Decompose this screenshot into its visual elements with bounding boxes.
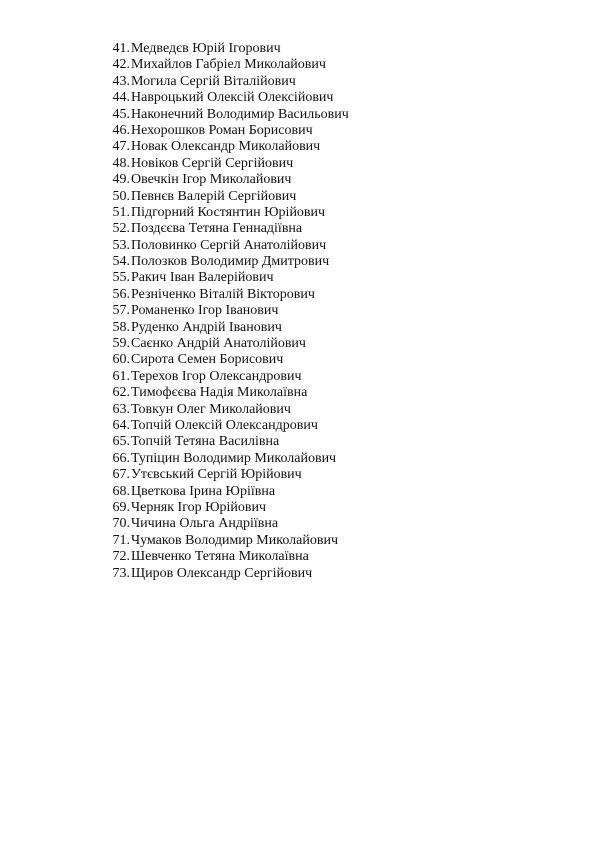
- item-number: 50.: [112, 188, 130, 204]
- item-name: Певнєв Валерій Сергійович: [131, 188, 297, 204]
- item-number: 43.: [112, 73, 130, 89]
- item-name: Чичина Ольга Андріївна: [131, 516, 279, 532]
- item-number: 67.: [112, 467, 130, 483]
- item-number: 59.: [112, 336, 130, 352]
- list-item: [100, 90, 349, 106]
- item-name: Овечкін Ігор Миколайович: [131, 172, 292, 188]
- item-number: 52.: [112, 221, 130, 237]
- list-item: [100, 549, 349, 565]
- item-name: Нехорошков Роман Борисович: [131, 122, 313, 138]
- item-number: 73.: [112, 565, 130, 581]
- item-name: Поздєєва Тетяна Геннадіївна: [131, 221, 303, 237]
- item-name: Шевченко Тетяна Миколаївна: [131, 549, 309, 565]
- item-name: Романенко Ігор Іванович: [131, 303, 279, 319]
- item-number: 55.: [112, 270, 130, 286]
- list-item: [100, 41, 349, 57]
- item-name: Сирота Семен Борисович: [131, 352, 284, 368]
- list-item: [100, 369, 349, 385]
- item-name: Ракич Іван Валерійович: [131, 270, 274, 286]
- item-name: Половинко Сергій Анатолійович: [131, 237, 327, 253]
- item-name: Цветкова Ірина Юріївна: [131, 483, 276, 499]
- item-name: Терехов Ігор Олександрович: [131, 368, 302, 384]
- list-item: [100, 156, 349, 172]
- item-number: 60.: [112, 352, 130, 368]
- list-item: [100, 254, 349, 270]
- item-number: 47.: [112, 139, 130, 155]
- item-name: Руденко Андрій Іванович: [131, 319, 282, 335]
- item-name: Саєнко Андрій Анатолійович: [131, 336, 306, 352]
- item-number: 63.: [112, 401, 130, 417]
- item-number: 44.: [112, 90, 130, 106]
- item-number: 62.: [112, 385, 130, 401]
- item-number: 51.: [112, 204, 130, 220]
- list-item: [100, 402, 349, 418]
- list-item: [100, 303, 349, 319]
- item-number: 48.: [112, 155, 130, 171]
- list-item: [100, 467, 349, 483]
- list-item: [100, 336, 349, 352]
- item-name: Могила Сергій Віталійович: [131, 73, 296, 89]
- list-item: [100, 418, 349, 434]
- item-number: 65.: [112, 434, 130, 450]
- item-name: Підгорний Костянтин Юрійович: [131, 204, 326, 220]
- list-item: [100, 385, 349, 401]
- list-item: [100, 516, 349, 532]
- item-name: Черняк Ігор Юрійович: [131, 499, 267, 515]
- item-name: Товкун Олег Миколайович: [131, 401, 291, 417]
- list-item: [100, 451, 349, 467]
- list-item: [100, 500, 349, 516]
- name-list: [100, 41, 349, 582]
- list-item: [100, 189, 349, 205]
- list-item: [100, 533, 349, 549]
- item-name: Чумаков Володимир Миколайович: [131, 532, 338, 548]
- list-item: [100, 57, 349, 73]
- list-item: [100, 172, 349, 188]
- list-item: [100, 205, 349, 221]
- list-item: [100, 566, 349, 582]
- item-number: 57.: [112, 303, 130, 319]
- item-number: 54.: [112, 254, 130, 270]
- item-name: Михайлов Габріел Миколайович: [131, 57, 326, 73]
- item-number: 66.: [112, 450, 130, 466]
- item-number: 56.: [112, 286, 130, 302]
- list-item: [100, 270, 349, 286]
- item-name: Резніченко Віталій Вікторович: [131, 286, 315, 302]
- item-number: 58.: [112, 319, 130, 335]
- item-number: 70.: [112, 516, 130, 532]
- item-number: 68.: [112, 483, 130, 499]
- item-name: Топчій Тетяна Василівна: [131, 434, 280, 450]
- item-number: 61.: [112, 368, 130, 384]
- item-name: Медведєв Юрій Ігорович: [131, 41, 281, 56]
- item-number: 42.: [112, 57, 130, 73]
- item-name: Тимофєєва Надія Миколаївна: [131, 385, 308, 401]
- list-item: [100, 107, 349, 123]
- list-item: [100, 320, 349, 336]
- item-name: Наконечний Володимир Васильович: [131, 106, 349, 122]
- list-item: [100, 123, 349, 139]
- item-name: Полозков Володимир Дмитрович: [131, 254, 330, 270]
- item-name: Навроцький Олексій Олексійович: [131, 90, 334, 106]
- item-number: 41.: [112, 41, 130, 56]
- item-name: Новіков Сергій Сергійович: [131, 155, 294, 171]
- list-item: [100, 74, 349, 90]
- item-name: Утєвський Сергій Юрійович: [131, 467, 302, 483]
- item-number: 46.: [112, 122, 130, 138]
- list-item: [100, 221, 349, 237]
- list-item: [100, 238, 349, 254]
- item-number: 64.: [112, 417, 130, 433]
- list-item: [100, 484, 349, 500]
- item-number: 71.: [112, 532, 130, 548]
- list-item: [100, 352, 349, 368]
- item-name: Топчій Олексій Олександрович: [131, 417, 318, 433]
- item-name: Щиров Олександр Сергійович: [131, 565, 313, 581]
- item-name: Новак Олександр Миколайович: [131, 139, 321, 155]
- item-number: 45.: [112, 106, 130, 122]
- item-number: 49.: [112, 172, 130, 188]
- list-item: [100, 139, 349, 155]
- list-item: [100, 287, 349, 303]
- item-number: 53.: [112, 237, 130, 253]
- item-number: 72.: [112, 549, 130, 565]
- item-name: Тупіцин Володимир Миколайович: [131, 450, 337, 466]
- list-item: [100, 434, 349, 450]
- item-number: 69.: [112, 499, 130, 515]
